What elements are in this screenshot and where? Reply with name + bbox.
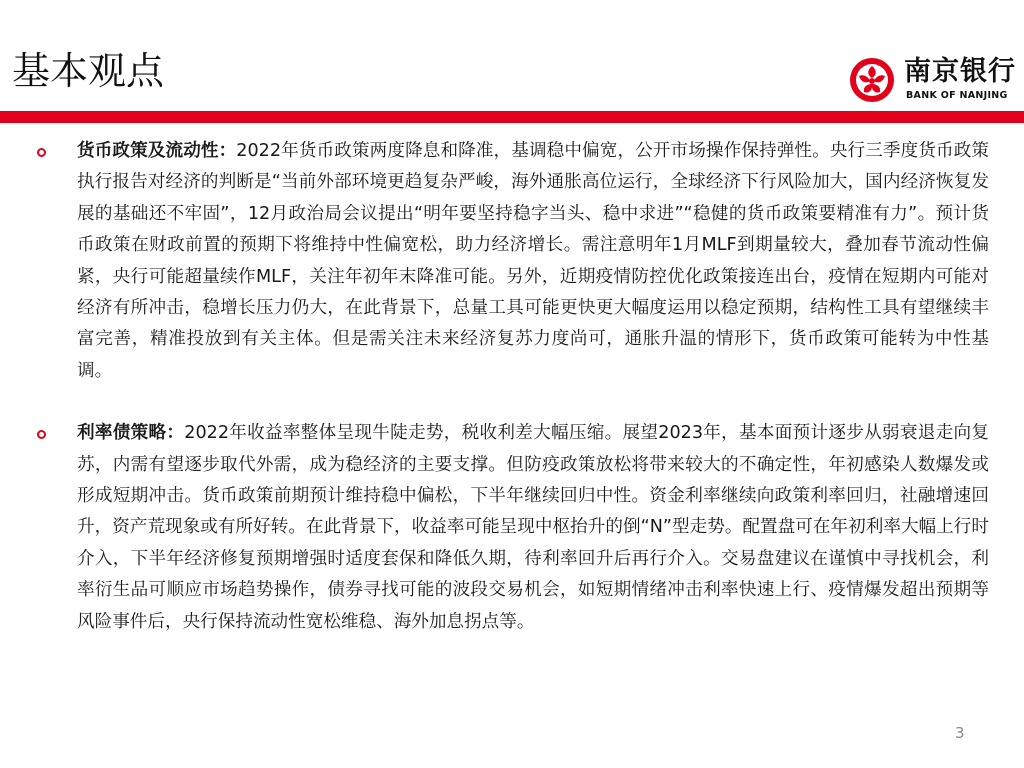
section-body: 2022年货币政策两度降息和降准，基调稳中偏宽，公开市场操作保持弹性。央行三季度货币政策执行报告对经济的判断是“当前外部环境更趋复杂严峻，海外通胀高位运行，全球经济下行风险加大，国内经济恢复发展的基础还不牢固”，12月政治局会议提出“明年要坚持稳字当头、稳中求进”“稳健的货币政策要精准有力”。预计货币政策在财政前置的预期下将维持中性偏宽松，助力经济增长。需注意明年1月MLF到期量较大，叠加春节流动性偏紧，央行可能超量续作MLF，关注年初年末降准可能。另外，近期疫情防控优化政策接连出台，疫情在短期内可能对经济有所冲击，稳增长压力仍大，在此背景下，总量工具可能更快更大幅度运用以稳定预期，结构性工具有望继续丰富完善，精准投放到有关主体。但是需关注未来经济复苏力度尚可，通胀升温的情形下，货币政策可能转为中性基调。 (77, 141, 989, 381)
section-lead: 货币政策及流动性： (77, 141, 237, 161)
bank-name-en: BANK OF NANJING (906, 90, 1008, 101)
header-accent-bar (0, 111, 1024, 123)
slide-title: 基本观点 (12, 49, 165, 93)
section-rate-bond-strategy (77, 418, 989, 638)
bullet-icon (37, 148, 46, 157)
slide-content (77, 136, 989, 638)
section-monetary-policy (77, 136, 989, 387)
bank-name-cn: 南京银行 (904, 56, 1016, 87)
bank-logo-icon (846, 56, 898, 104)
section-body: 2022年收益率整体呈现牛陡走势，税收利差大幅压缩。展望2023年，基本面预计逐步从弱衰退走向复苏，内需有望逐步取代外需，成为稳经济的主要支撑。但防疫政策放松将带来较大的不确定性，年初感染人数爆发或形成短期冲击。货币政策前期预计维持稳中偏松，下半年继续回归中性。资金利率继续向政策利率回归，社融增速回升，资产荒现象或有所好转。在此背景下，收益率可能呈现中枢抬升的倒“N”型走势。配置盘可在年初利率大幅上行时介入，下半年经济修复预期增强时适度套保和降低久期，待利率回升后再行介入。交易盘建议在谨慎中寻找机会，利率衍生品可顺应市场趋势操作，债券寻找可能的波段交易机会，如短期情绪冲击利率快速上行、疫情爆发超出预期等风险事件后，央行保持流动性宽松维稳、海外加息拐点等。 (77, 423, 989, 632)
bank-logo (846, 56, 1018, 104)
section-lead: 利率债策略： (77, 423, 185, 444)
bullet-icon (37, 430, 46, 439)
page-number: 3 (955, 724, 965, 742)
